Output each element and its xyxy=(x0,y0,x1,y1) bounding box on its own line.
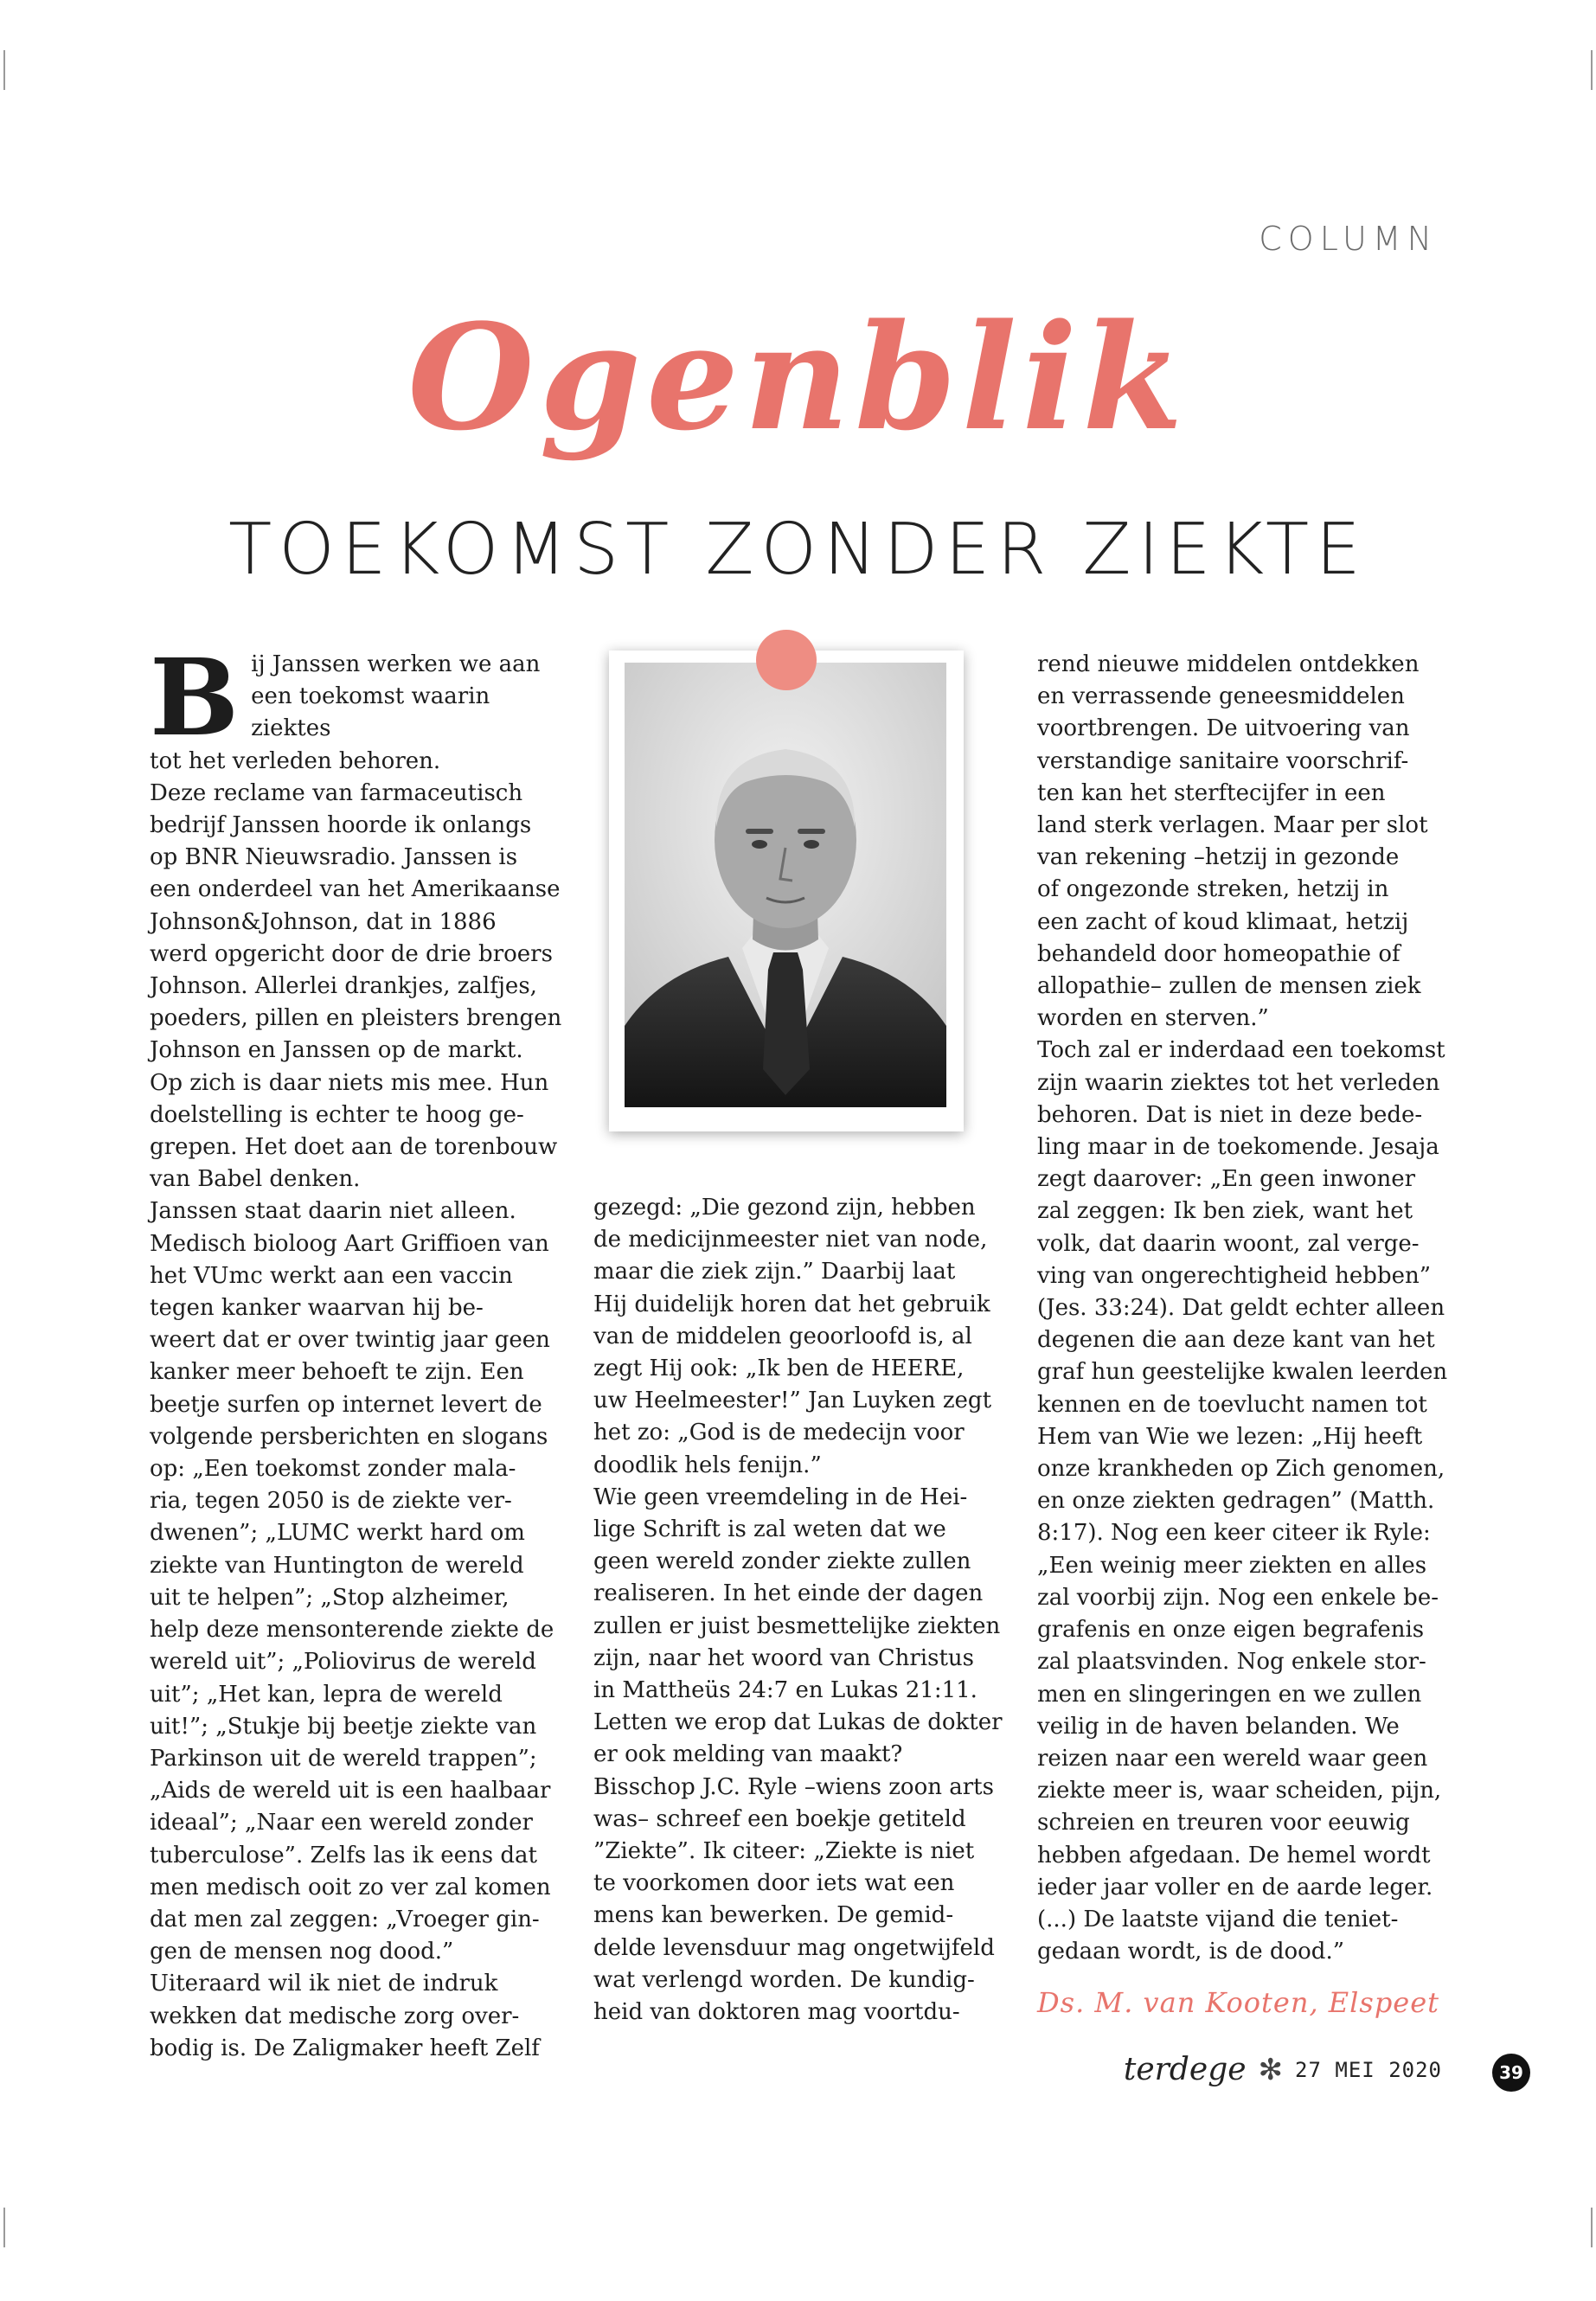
asterisk-icon: ✻ xyxy=(1258,2052,1284,2087)
paragraph: rend nieuwe middelen ontdekken en verrassende geneesmiddelen voortbrengen. De uitvoering van verstandige sanitaire voorschrif- ten kan het sterftecijfer in een land sterk verlagen. Maar per slot van rekening –hetzij in gezonde of ongezonde streken, hetzij in een zacht of koud klimaat, hetzij behandeld door homeopathie of allopathie– zullen de mensen ziek worden en sterven.” xyxy=(1037,651,1428,1032)
article-column-2 xyxy=(593,1192,1009,2029)
crop-mark-top-right xyxy=(1591,50,1593,90)
author-photo-frame xyxy=(609,651,964,1131)
paragraph: ij Janssen werken we aan een toekomst waarin ziektes tot het verleden behoren. Deze reclame van farmaceutisch bedrijf Janssen hoorde ik onlangs op BNR Nieuwsradio. Janssen is een onderdeel van het Amerikaanse Johnson&Johnson, dat in 1886 werd opgericht door de drie broers Johnson. Allerlei drankjes, zalfjes, poeders, pillen en pleisters brengen Johnson en Janssen op de markt. Op zich is daar niets mis mee. Hun doelstelling is echter te hoog ge- grepen. Het doet aan de torenbouw van Babel denken. xyxy=(150,651,562,1193)
article-column-3 xyxy=(1037,649,1452,1968)
page-number: 39 xyxy=(1492,2054,1530,2092)
article-column-1 xyxy=(150,635,565,2065)
issue-date: 27 MEI 2020 xyxy=(1295,2057,1442,2082)
article-subtitle: TOEKOMST ZONDER ZIEKTE xyxy=(228,509,1368,591)
paragraph: Toch zal er inderdaad een toekomst zijn waarin ziektes tot het verleden behoren. Dat is niet in deze bede- ling maar in de toekomende. Jesaja zegt daarover: „En geen inwoner zal zeggen: Ik ben ziek, want het volk, dat daarin woont, zal verge- ving van ongerechtigheid hebben” (Jes. 33:24). Dat geldt echter alleen degenen die aan deze kant van het graf hun geestelijke kwalen leerden kennen en de toevlucht namen tot Hem van Wie we lezen: „Hij heeft onze krankheden op Zich genomen, en onze ziekten gedragen” (Matth. 8:17). Nog een keer citeer ik Ryle: „Een weinig meer ziekten en alles zal voorbij zijn. Nog een enkele be- grafenis en onze eigen begrafenis zal plaatsvinden. Nog enkele stor- men en slingeringen en we zullen veilig in de haven belanden. We reizen naar een wereld waar geen ziekte meer is, waar scheiden, pijn, schreien en treuren voor eeuwig hebben afgedaan. De hemel wordt ieder jaar voller en de aarde leger. (...) De laatste vijand die teniet- gedaan wordt, is de dood.” xyxy=(1037,1037,1448,1965)
paragraph: Janssen staat daarin niet alleen. Medisch bioloog Aart Griffioen van het VUmc werkt aan een vaccin tegen kanker waarvan hij be- weert dat er over twintig jaar geen kanker meer behoeft te zijn. Een beetje surfen op internet levert de volgende persberichten en slogans op: „Een toekomst zonder mala- ria, tegen 2050 is de ziekte ver- dwenen”; „LUMC werkt hard om ziekte van Huntington de wereld uit te helpen”; „Stop alzheimer, help deze mensonterende ziekte de wereld uit”; „Poliovirus de wereld uit”; „Het kan, lepra de wereld uit!”; „Stukje bij beetje ziekte van Parkinson uit de wereld trappen”; „Aids de wereld uit is een haalbaar ideaal”; „Naar een wereld zonder tuberculose”. Zelfs las ik eens dat men medisch ooit zo ver zal komen dat men zal zeggen: „Vroeger gin- gen de mensen nog dood.” Uiteraard wil ik niet de indruk wekken dat medische zorg over- bodig is. De Zaligmaker heeft Zelf xyxy=(150,1198,554,2061)
crop-mark-top-left xyxy=(3,50,5,90)
drop-cap: B xyxy=(150,635,240,760)
portrait-illustration xyxy=(625,663,946,1107)
author-byline: Ds. M. van Kooten, Elspeet xyxy=(1037,1986,1440,2019)
column-title: Ogenblik xyxy=(407,292,1189,463)
paragraph: Wie geen vreemdeling in de Hei- lige Schrift is zal weten dat we geen wereld zonder ziekte zullen realiseren. In het einde der dagen zullen er juist besmettelijke ziekten zijn, naar het woord van Christus in Mattheüs 24:7 en Lukas 21:11. Letten we erop dat Lukas de dokter er ook melding van maakt? Bisschop J.C. Ryle –wiens zoon arts was– schreef een boekje getiteld ”Ziekte”. Ik citeer: „Ziekte is niet te voorkomen door iets wat een mens kan bewerken. De gemid- delde levensduur mag ongetwijfeld wat verlengd worden. De kundig- heid van doktoren mag voortdu- xyxy=(593,1484,1003,2026)
paragraph: gezegd: „Die gezond zijn, hebben de medicijnmeester niet van node, maar die ziek zijn.” Daarbij laat Hij duidelijk horen dat het gebruik van de middelen geoorloofd is, al zegt Hij ook: „Ik ben de HEERE, uw Heelmeester!” Jan Luyken zegt het zo: „God is de medecijn voor doodlik hels fenijn.” xyxy=(593,1195,992,1478)
section-kicker: COLUMN xyxy=(1259,220,1438,258)
magazine-name: terdege xyxy=(1123,2052,1247,2087)
decorative-pin xyxy=(756,630,817,690)
crop-mark-bottom-left xyxy=(3,2208,5,2247)
author-portrait-photo xyxy=(625,663,946,1107)
page-footer xyxy=(1124,2052,1442,2087)
crop-mark-bottom-right xyxy=(1591,2208,1593,2247)
